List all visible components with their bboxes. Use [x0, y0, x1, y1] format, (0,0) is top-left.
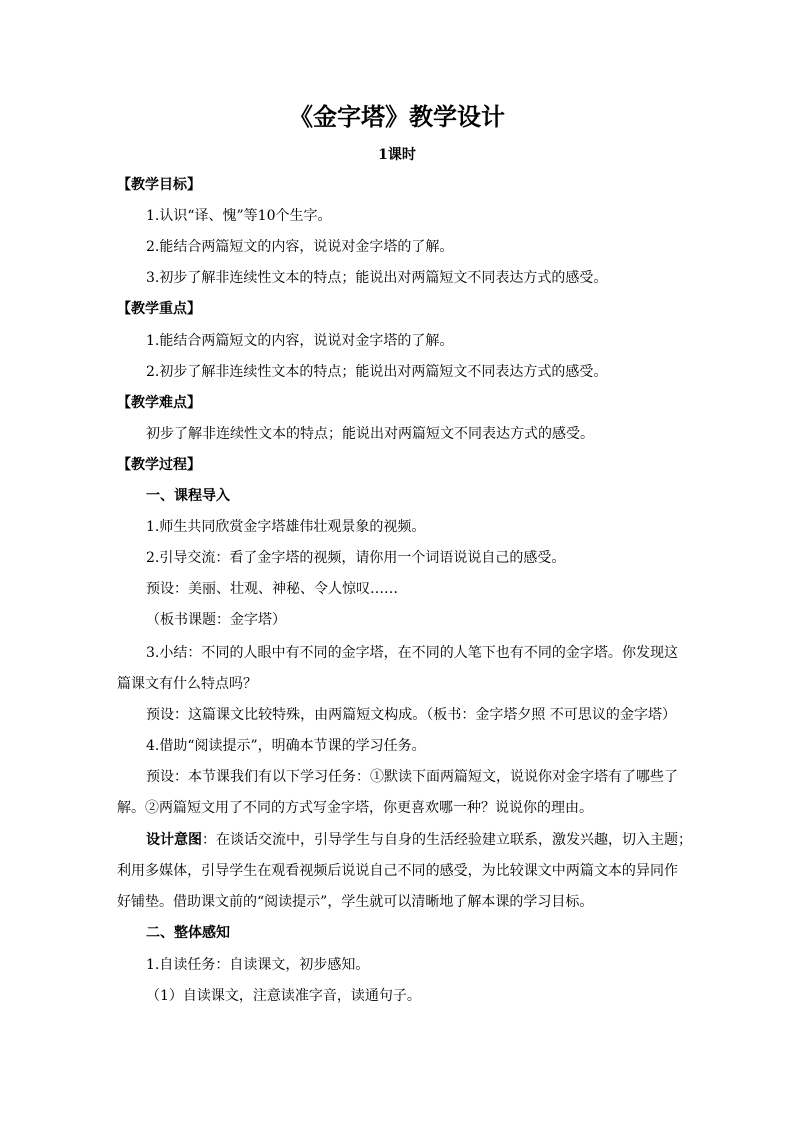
section-1-paragraph: 解。②两篇短文用了不同的方式写金字塔，你更喜欢哪一种？说说你的理由。	[117, 800, 593, 816]
section-2-title: 二、整体感知	[146, 925, 230, 941]
key-point-item-2: 2.初步了解非连续性文本的特点；能说出对两篇短文不同表达方式的感受。	[146, 364, 608, 380]
goal-item-3: 3.初步了解非连续性文本的特点；能说出对两篇短文不同表达方式的感受。	[146, 270, 608, 286]
section-1-paragraph: 2.引导交流：看了金字塔的视频，请你用一个词语说说自己的感受。	[146, 550, 566, 566]
design-intent-line	[146, 830, 692, 850]
design-intent-text: 利用多媒体，引导学生在观看视频后说说自己不同的感受，为比较课文中两篇文本的异同作	[117, 863, 678, 879]
process-heading: 【教学过程】	[117, 457, 201, 473]
key-point-item-1: 1.能结合两篇短文的内容，说说对金字塔的了解。	[146, 333, 454, 349]
design-intent-text: ：在谈话交流中，引导学生与自身的生活经验建立联系，激发兴趣，切入主题；	[202, 832, 692, 848]
section-1-paragraph: （板书课题：金字塔）	[146, 612, 286, 628]
section-1-paragraph: 预设：美丽、壮观、神秘、令人惊叹……	[146, 581, 398, 597]
section-1-paragraph: 3.小结：不同的人眼中有不同的金字塔，在不同的人笔下也有不同的金字塔。你发现这	[146, 645, 678, 661]
section-2-paragraph: （1）自读课文，注意读准字音，读通句子。	[146, 988, 421, 1004]
design-intent-text: 好铺垫。借助课文前的“阅读提示”，学生就可以清晰地了解本课的学习目标。	[117, 894, 594, 910]
document-title: 《金字塔》教学设计	[289, 102, 505, 131]
key-points-heading: 【教学重点】	[117, 301, 201, 317]
difficulties-text: 初步了解非连续性文本的特点；能说出对两篇短文不同表达方式的感受。	[146, 426, 594, 442]
section-1-paragraph: 篇课文有什么特点吗？	[117, 676, 257, 692]
design-intent-label: 设计意图	[146, 832, 202, 848]
section-2-paragraph: 1.自读任务：自读课文，初步感知。	[146, 957, 370, 973]
section-1-paragraph: 4.借助“阅读提示”，明确本节课的学习任务。	[146, 738, 426, 754]
section-1-paragraph: 1.师生共同欣赏金字塔雄伟壮观景象的视频。	[146, 519, 426, 535]
difficulties-heading: 【教学难点】	[117, 395, 201, 411]
lesson-duration: 1课时	[378, 147, 416, 163]
section-1-title: 一、课程导入	[146, 488, 230, 504]
section-1-paragraph: 预设：这篇课文比较特殊，由两篇短文构成。（板书：金字塔夕照 不可思议的金字塔）	[146, 707, 676, 723]
goals-heading: 【教学目标】	[117, 177, 201, 193]
goal-item-1: 1.认识“译、愧”等10个生字。	[146, 208, 332, 224]
section-1-paragraph: 预设：本节课我们有以下学习任务：①默读下面两篇短文，说说你对金字塔有了哪些了	[146, 769, 678, 785]
goal-item-2: 2.能结合两篇短文的内容，说说对金字塔的了解。	[146, 239, 454, 255]
